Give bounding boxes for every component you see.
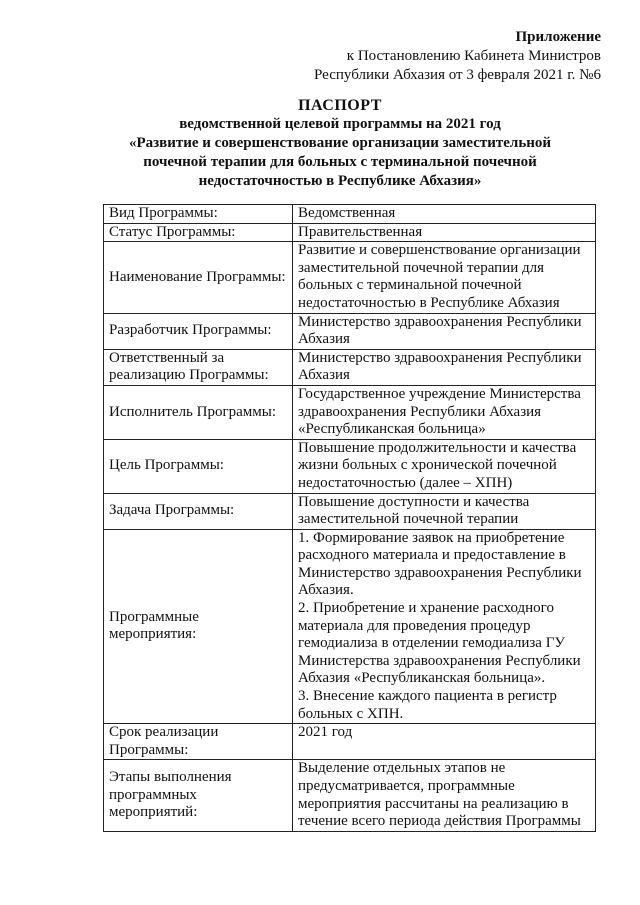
table-row — [104, 313, 596, 349]
list-item: 1. Формирование заявок на приобретение расходного материала и предоставление в Министерство здравоохранения Республики Абхазия. — [298, 529, 582, 599]
row-value: Государственное учреждение Министерства здравоохранения Республики Абхазия «Республиканская больница» — [293, 385, 596, 439]
row-field: Ответственный за реализацию Программы: — [104, 349, 293, 385]
row-value: Повышение доступности и качества заместительной почечной терапии — [293, 493, 596, 529]
row-field: Цель Программы: — [104, 439, 293, 493]
row-field: Статус Программы: — [104, 223, 293, 242]
row-field: Наименование Программы: — [104, 242, 293, 313]
row-field: Исполнитель Программы: — [104, 385, 293, 439]
row-field: Вид Программы: — [104, 205, 293, 224]
title-line-4: недостаточностью в Республике Абхазия» — [198, 173, 482, 189]
title-line-2: «Развитие и совершенствование организации заместительной — [128, 135, 552, 151]
row-value: Повышение продолжительности и качества жизни больных с хронической почечной недостаточностью (далее – ХПН) — [293, 439, 596, 493]
appendix-header — [314, 28, 601, 85]
row-value: Министерство здравоохранения Республики Абхазия — [293, 313, 596, 349]
table-row — [104, 493, 596, 529]
list-item: 2. Приобретение и хранение расходного материала для проведения процедур гемодиализа в отделении гемодиализа ГУ Министерства здравоохранения Республики Абхазия «Республиканская больница». — [298, 600, 581, 687]
title-main: ПАСПОРТ — [298, 97, 382, 114]
table-row — [104, 349, 596, 385]
row-field: Этапы выполнения программных мероприятий: — [104, 760, 293, 831]
appendix-line-2: Республики Абхазия от 3 февраля 2021 г. №6 — [314, 67, 601, 83]
list-item: 3. Внесение каждого пациента в регистр больных с ХПН. — [298, 688, 557, 722]
table-row — [104, 205, 596, 224]
row-value: 2021 год — [293, 724, 596, 760]
row-field: Программные мероприятия: — [104, 529, 293, 724]
title-line-1: ведомственной целевой программы на 2021 год — [179, 116, 501, 132]
row-field: Задача Программы: — [104, 493, 293, 529]
row-value: Ведомственная — [293, 205, 596, 224]
passport-table — [103, 204, 596, 832]
table-row — [104, 760, 596, 831]
title-line-3: почечной терапии для больных с терминальной почечной — [143, 154, 537, 170]
row-value-list — [293, 529, 596, 724]
row-value: Правительственная — [293, 223, 596, 242]
table-row — [104, 724, 596, 760]
row-value: Министерство здравоохранения Республики Абхазия — [293, 349, 596, 385]
table-row — [104, 385, 596, 439]
appendix-line-1: к Постановлению Кабинета Министров — [346, 48, 601, 64]
table-row — [104, 529, 596, 724]
row-value: Выделение отдельных этапов не предусматривается, программные мероприятия рассчитаны на реализацию в течение всего периода действия Программы — [293, 760, 596, 831]
row-field: Срок реализации Программы: — [104, 724, 293, 760]
table-row — [104, 439, 596, 493]
table-row — [104, 242, 596, 313]
appendix-label: Приложение — [515, 29, 601, 45]
row-value: Развитие и совершенствование организации заместительной почечной терапии для больных с терминальной почечной недостаточностью в Республике Абхазия — [293, 242, 596, 313]
document-title — [90, 96, 590, 191]
table-row — [104, 223, 596, 242]
row-field: Разработчик Программы: — [104, 313, 293, 349]
